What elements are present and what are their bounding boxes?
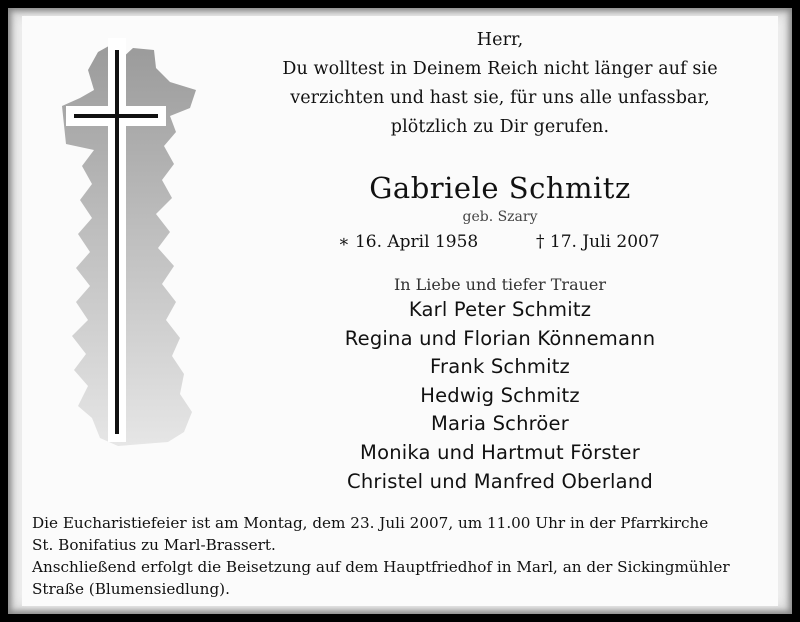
- service-line: Straße (Blumensiedlung).: [32, 580, 230, 598]
- mourner-name: Maria Schröer: [431, 412, 569, 436]
- mourner-name: Frank Schmitz: [430, 355, 570, 379]
- deceased-name: Gabriele Schmitz: [369, 171, 631, 205]
- verse-line: plötzlich zu Dir gerufen.: [390, 117, 610, 137]
- mourner-name: Karl Peter Schmitz: [408, 298, 592, 321]
- cross-icon: [58, 34, 198, 454]
- service-line: Die Eucharistiefeier ist am Montag, dem 23. Juli 2007, um 11.00 Uhr in der Pfarrkirche: [32, 514, 709, 532]
- bible-verse: [250, 26, 750, 142]
- mourner-name: Monika und Hartmut Förster: [360, 440, 640, 464]
- service-line: St. Bonifatius zu Marl-Brassert.: [32, 536, 276, 554]
- life-dates: [338, 232, 698, 256]
- mourner-name: Christel und Manfred Oberland: [347, 469, 653, 493]
- mourner-name: Regina und Florian Könnemann: [344, 326, 656, 350]
- verse-line: Herr,: [476, 30, 524, 50]
- service-info: [32, 512, 772, 600]
- verse-line: Du wolltest in Deinem Reich nicht länger auf sie: [282, 59, 718, 79]
- mourners-list: [250, 296, 750, 496]
- death-date: † 17. Juli 2007: [536, 232, 660, 252]
- mourning-intro: In Liebe und tiefer Trauer: [393, 275, 607, 294]
- maiden-name: geb. Szary: [462, 209, 538, 225]
- mourner-name: Hedwig Schmitz: [420, 383, 580, 407]
- verse-line: verzichten und hast sie, für uns alle unfassbar,: [290, 88, 710, 108]
- birth-date: ∗ 16. April 1958: [338, 232, 479, 252]
- service-line: Anschließend erfolgt die Beisetzung auf dem Hauptfriedhof in Marl, an der Sickingmühler: [32, 558, 730, 576]
